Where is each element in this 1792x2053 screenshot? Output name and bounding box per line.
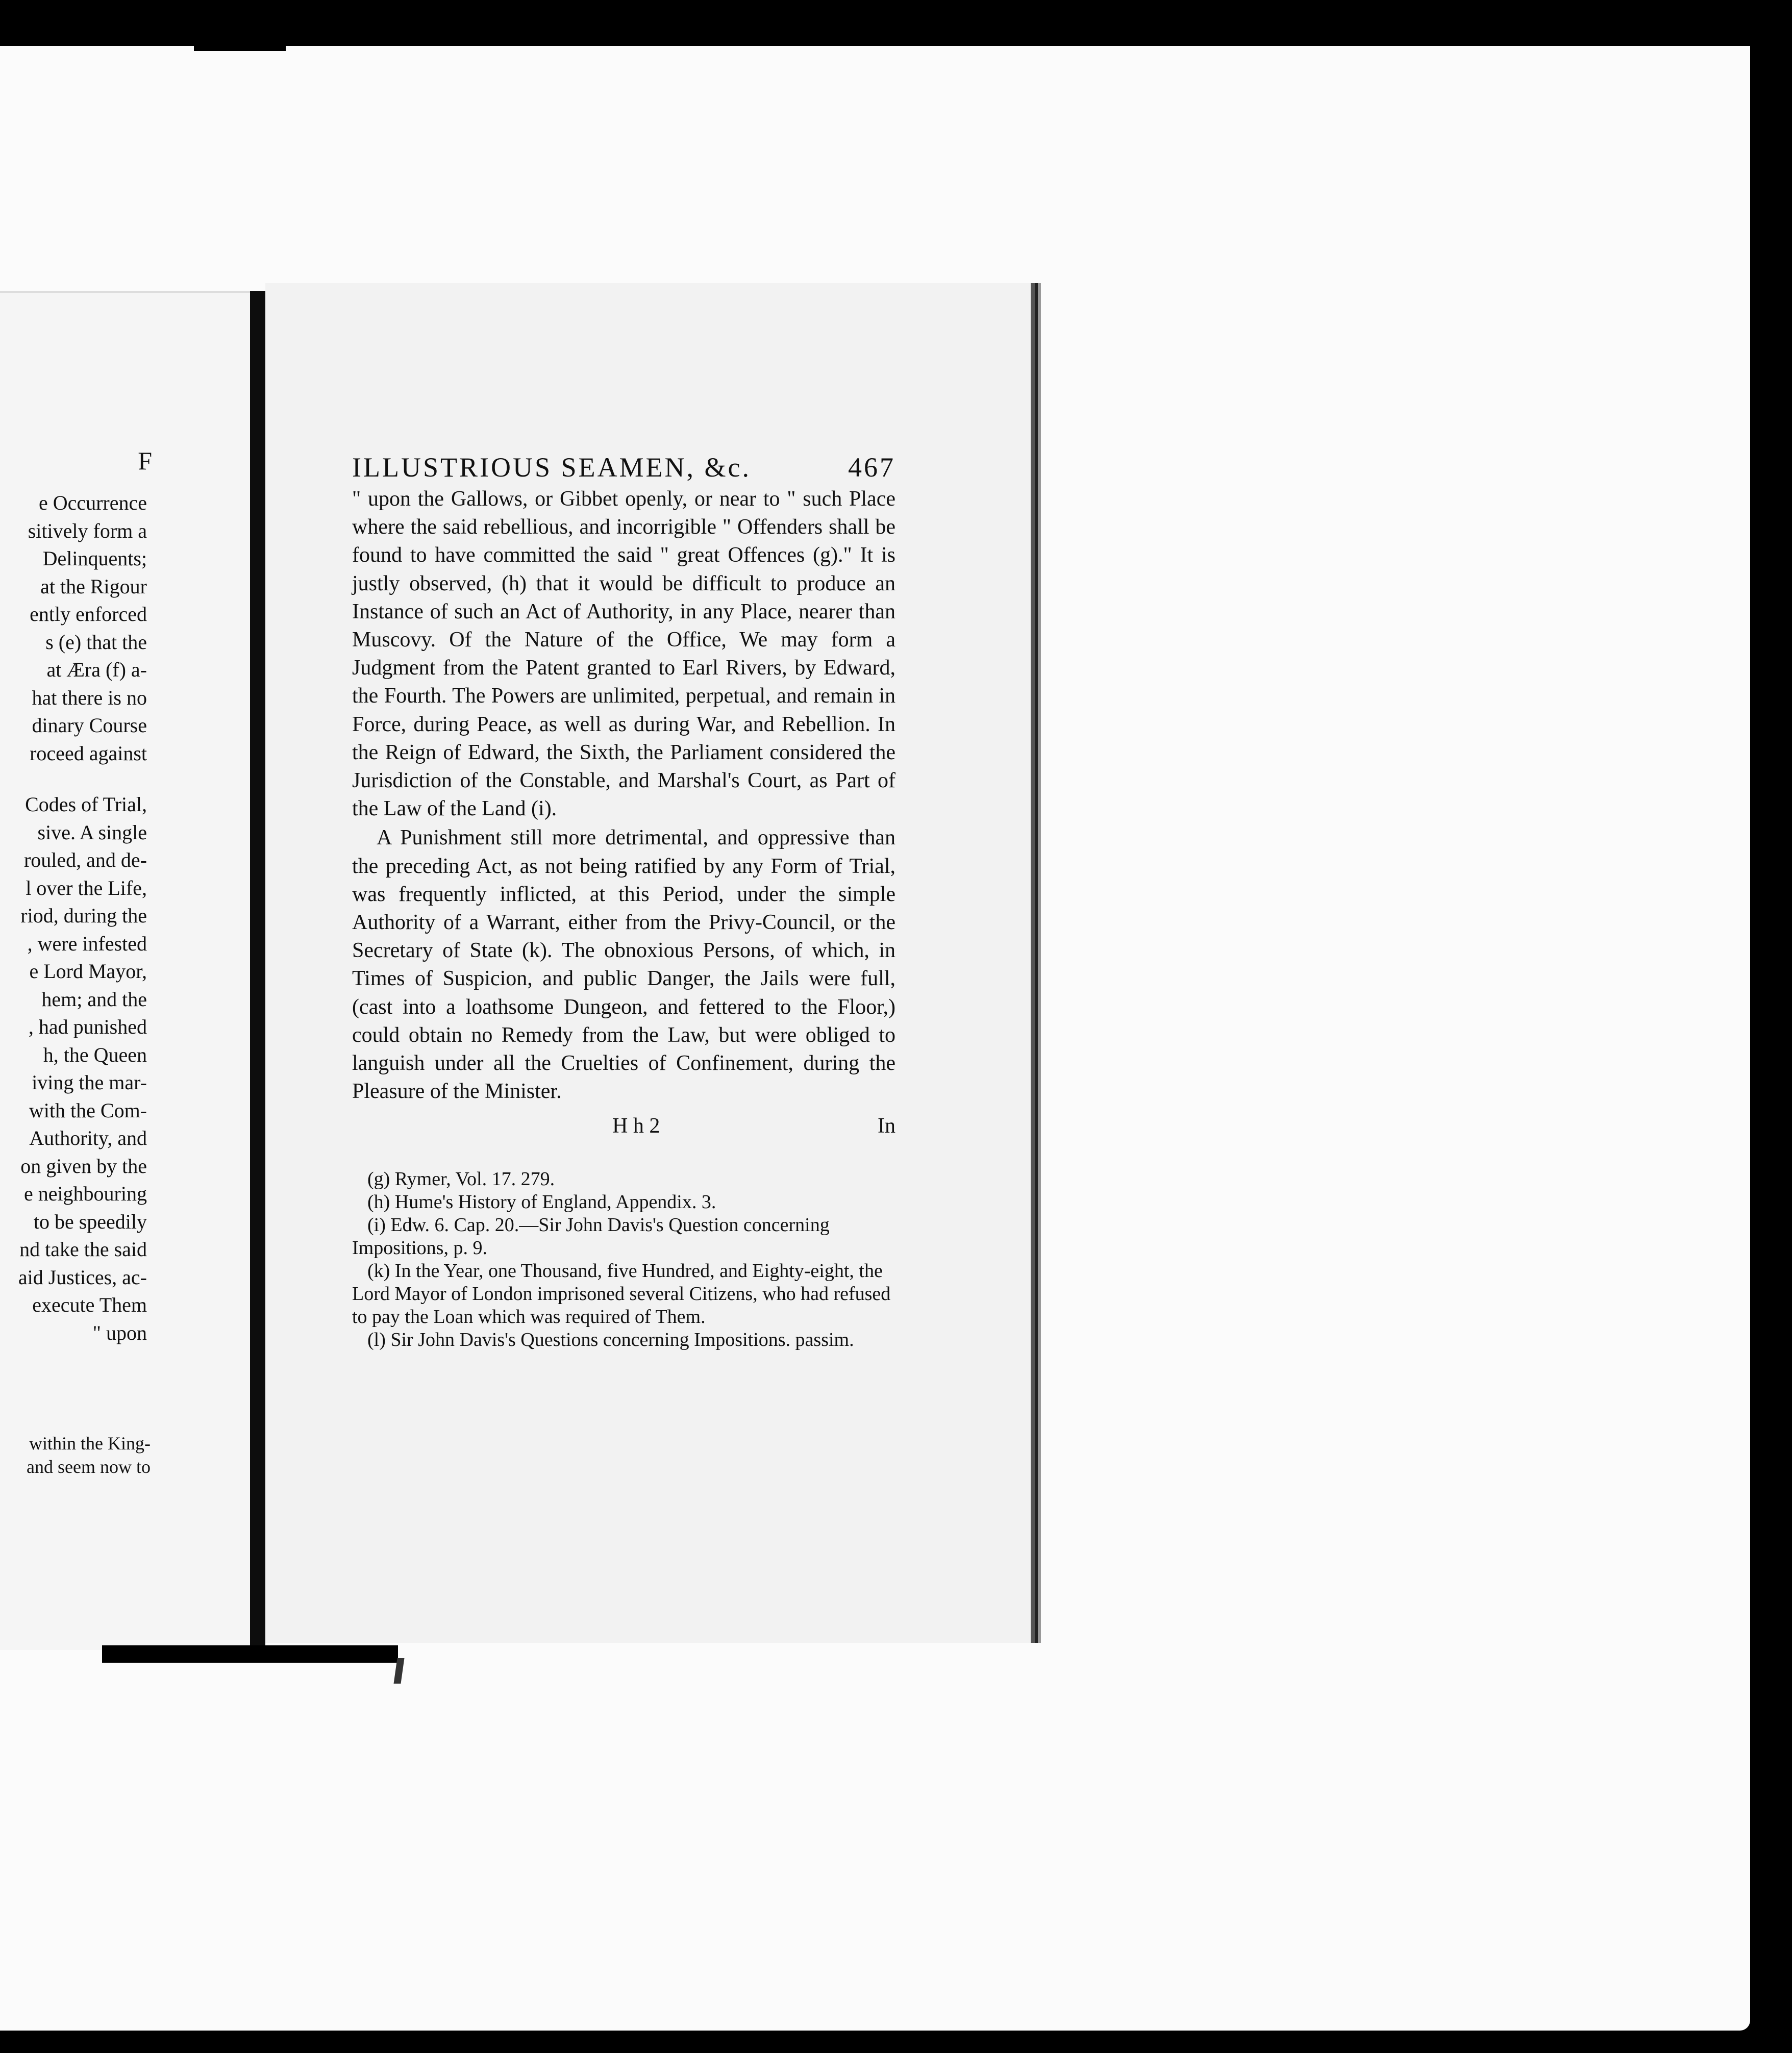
left-page-line: s (e) that the (45, 630, 147, 654)
left-page-line: iving the mar- (32, 1071, 147, 1094)
body-text (352, 485, 895, 1106)
left-page-line: with the Com- (29, 1098, 147, 1122)
left-page-footnotes (0, 1432, 151, 1479)
page-number: 467 (848, 452, 895, 483)
left-page-line: sive. A single (37, 820, 147, 844)
footnotes (352, 1168, 895, 1351)
left-page-line: , had punished (28, 1015, 147, 1038)
left-page-line: " upon (92, 1321, 147, 1344)
left-page-line: on given by the (20, 1154, 147, 1178)
left-page (0, 291, 253, 1650)
left-page-heading: F (138, 446, 153, 475)
left-page-line: ently enforced (30, 603, 147, 625)
running-head (352, 452, 895, 483)
signature-line (352, 1114, 895, 1138)
left-page-line: e Occurrence (38, 491, 147, 514)
footnote: (g) Rymer, Vol. 17. 279. (367, 1168, 555, 1190)
left-page-line: at Æra (f) a- (46, 658, 147, 681)
left-page-line: hem; and the (41, 987, 147, 1011)
left-page-line: h, the Queen (43, 1043, 147, 1066)
left-page-footnote-line: and seem now to (27, 1457, 151, 1477)
footnote: (k) In the Year, one Thousand, five Hundred, and Eighty-eight, the Lord Mayor of London imprisoned several Citizens, who had refused to pay the Loan which was required of Them. (352, 1260, 891, 1328)
scan-artifact (194, 36, 286, 51)
left-page-line: e Lord Mayor, (29, 960, 147, 983)
paragraph: " upon the Gallows, or Gibbet openly, or near to " such Place where the said rebellious, and incorrigible " Offenders shall be found to have committed the said " great Offences (g)." It is justly observed, (h) that it would be difficult to produce an Instance of such an Act of Authority, in any Place, nearer than Muscovy. Of the Nature of the Office, We may form a Judgment from the Patent granted to Earl Rivers, by Edward, the Fourth. The Powers are unlimited, perpetual, and remain in Force, during Peace, as well as during War, and Rebellion. In the Reign of Edward, the Sixth, the Parliament considered the Jurisdiction of the Constable, and Marshal's Court, as Part of the Law of the Land (i). (352, 487, 895, 821)
running-title: ILLUSTRIOUS SEAMEN, &c. (352, 452, 751, 483)
signature-mark: H h 2 (612, 1114, 660, 1138)
left-page-line: Codes of Trial, (25, 793, 147, 816)
left-page-line: execute Them (32, 1293, 147, 1316)
page-content (352, 452, 895, 1351)
left-page-line: roceed against (30, 741, 147, 765)
catchword: In (878, 1114, 895, 1138)
footnote: (h) Hume's History of England, Appendix. 3. (367, 1191, 716, 1213)
footnote: (i) Edw. 6. Cap. 20.—Sir John Davis's Question concerning Impositions, p. 9. (352, 1214, 830, 1259)
footnote: (l) Sir John Davis's Questions concerning Impositions. passim. (367, 1329, 854, 1351)
left-page-line: , were infested (27, 932, 147, 955)
book-gutter (250, 291, 265, 1653)
left-page-line: hat there is no (32, 686, 147, 709)
right-page (265, 283, 1031, 1643)
left-page-footnote-line: within the King- (29, 1433, 151, 1454)
left-page-line: e neighbouring (23, 1182, 147, 1205)
left-page-line: at the Rigour (40, 574, 147, 598)
paragraph: A Punishment still more detrimental, and oppressive than the preceding Act, as not being ratified by any Form of Trial, was frequently inflicted, at this Period, under the simple Authority of a Warrant, either from the Privy-Council, or the Secretary of State (k). The obnoxious Persons, of which, in Times of Suspicion, and public Danger, the Jails were full, (cast into a loathsome Dungeon, and fettered to the Floor,) could obtain no Remedy from the Law, but were obliged to languish under all the Cruelties of Confinement, during the Pleasure of the Minister. (352, 826, 895, 1104)
scan-artifact (102, 1645, 398, 1663)
left-page-line: riod, during the (20, 904, 147, 927)
left-page-line: l over the Life, (26, 876, 147, 899)
left-page-line: nd take the said (19, 1238, 147, 1261)
left-page-line: to be speedily (33, 1210, 147, 1233)
left-page-line: sitively form a (28, 519, 147, 542)
left-page-line: aid Justices, ac- (18, 1265, 147, 1289)
left-page-line: Delinquents; (42, 547, 147, 570)
left-page-line: Authority, and (29, 1126, 147, 1149)
left-page-text (0, 489, 147, 1347)
left-page-line: dinary Course (32, 714, 147, 737)
left-page-line: rouled, and de- (23, 848, 147, 871)
